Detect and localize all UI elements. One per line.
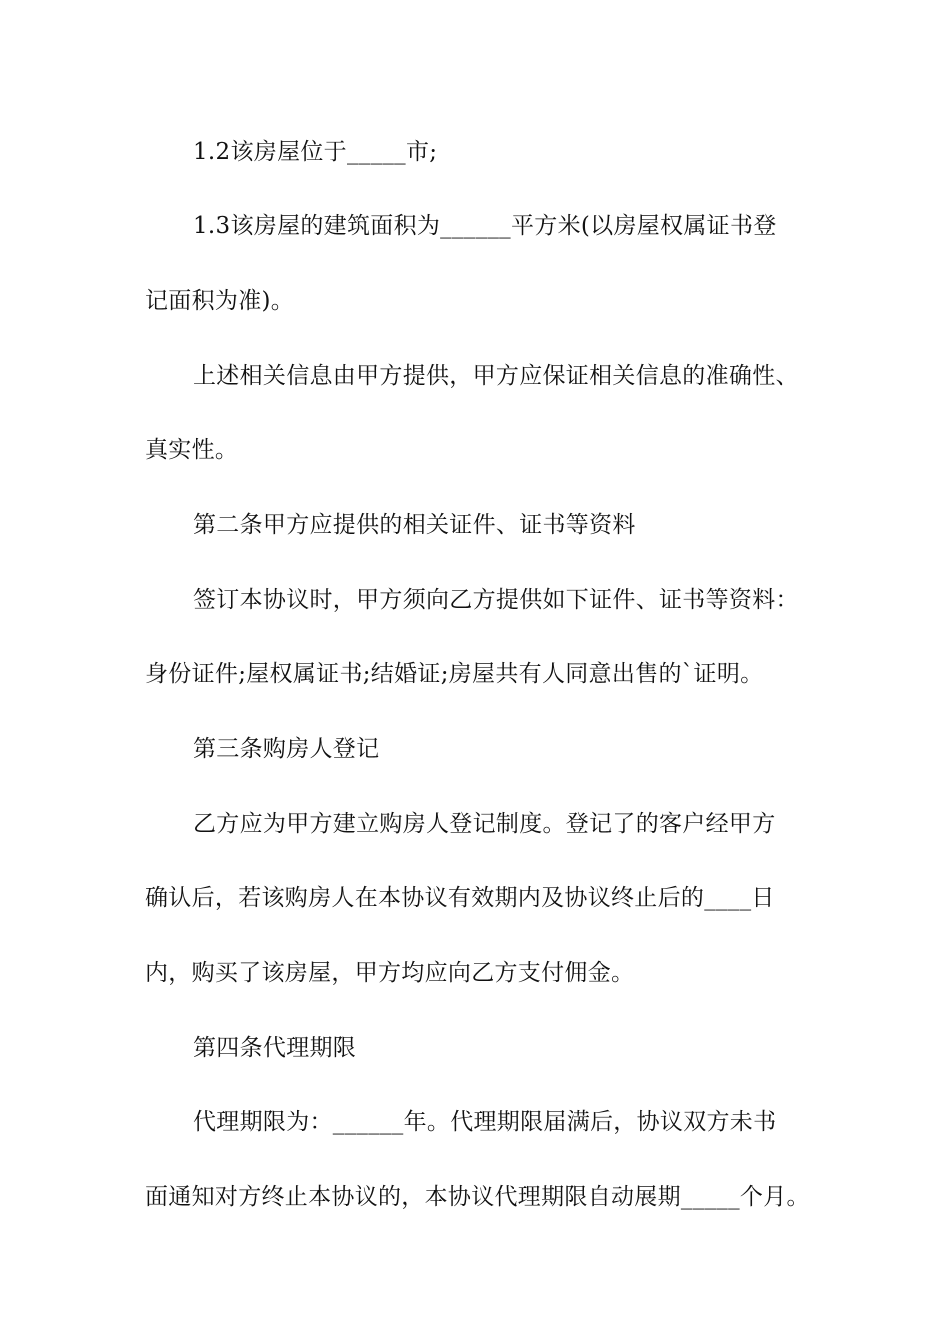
- clause-1-2-location: 1.2该房屋位于_____市;: [193, 139, 438, 165]
- article-3-heading: 第三条购房人登记: [193, 736, 380, 762]
- info-accuracy-line-2: 真实性。: [145, 437, 239, 463]
- article-4-heading: 第四条代理期限: [193, 1035, 357, 1061]
- info-accuracy-line-1: 上述相关信息由甲方提供，甲方应保证相关信息的准确性、: [193, 363, 799, 389]
- clause-1-3-area-line-1: 1.3该房屋的建筑面积为______平方米(以房屋权属证书登: [193, 213, 777, 239]
- article-3-body-line-2: 确认后，若该购房人在本协议有效期内及协议终止后的____日: [145, 885, 775, 911]
- article-3-body-line-1: 乙方应为甲方建立购房人登记制度。登记了的客户经甲方: [193, 811, 776, 837]
- clause-1-3-area-line-2: 记面积为准)。: [145, 288, 295, 314]
- article-3-body-line-3: 内，购买了该房屋，甲方均应向乙方支付佣金。: [145, 960, 635, 986]
- article-2-body-line-2: 身份证件;屋权属证书;结婚证;房屋共有人同意出售的`证明。: [145, 661, 764, 687]
- article-2-heading: 第二条甲方应提供的相关证件、证书等资料: [193, 512, 636, 538]
- article-4-body-line-1: 代理期限为：______年。代理期限届满后，协议双方未书: [193, 1109, 777, 1135]
- article-4-body-line-2: 面通知对方终止本协议的，本协议代理期限自动展期_____个月。: [145, 1184, 810, 1210]
- article-2-body-line-1: 签订本协议时，甲方须向乙方提供如下证件、证书等资料：: [193, 587, 799, 613]
